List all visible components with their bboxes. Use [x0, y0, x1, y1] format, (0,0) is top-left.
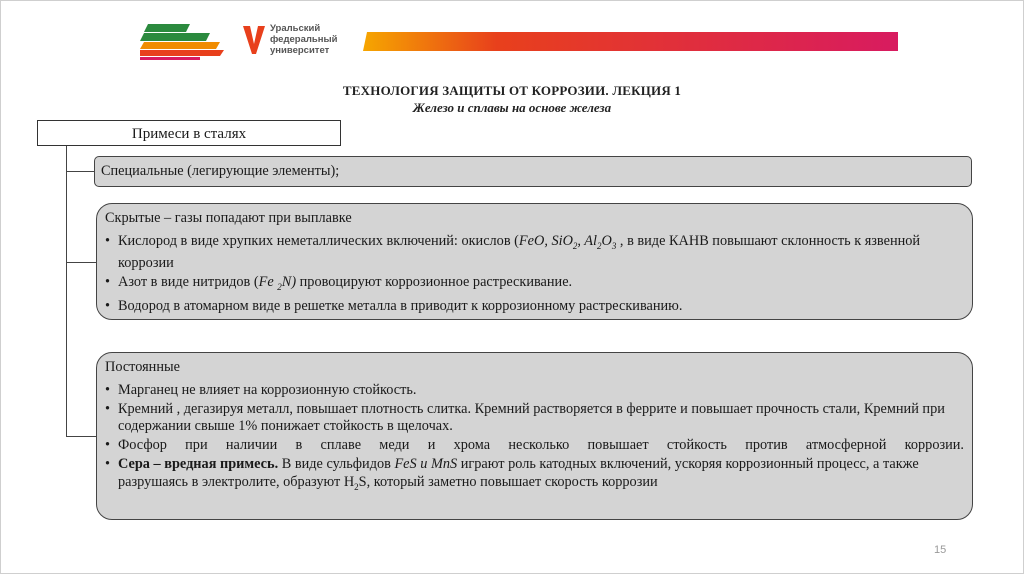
list-item-hydrogen: • Водород в атомарном виде в решетке металла в приводит к коррозионному растрескиванию. [105, 298, 964, 316]
node-special-elements [94, 156, 972, 187]
node-hidden-impurities [96, 203, 973, 320]
list-item-silicon: • Кремний , дегазируя металл, повышает плотность слитка. Кремний растворяется в феррите и повышает прочность стали, Кремний при содержании свыше 1% понижает стойкость в щелочах. [105, 401, 964, 436]
constant-list [105, 382, 964, 496]
list-item-oxygen: • Кислород в виде хрупких неметаллических включений: окислов (FeO, SiO$_2$, $Al_2O_3$ , в виде КАНВ повышают склонность к язвенной коррозии [105, 233, 964, 273]
urfu-stripes-logo [140, 24, 230, 60]
hidden-list [105, 233, 964, 316]
page-number: 15 [934, 544, 947, 556]
urfu-u-icon [240, 24, 268, 58]
tree-connector-special [66, 171, 96, 172]
root-node-impurities: Примеси в сталях [37, 120, 341, 146]
page-subtitle: Железо и сплавы на основе железа [412, 100, 612, 115]
constant-heading: Постоянные [105, 359, 180, 375]
list-item-phosphorus: • Фосфор при наличии в сплаве меди и хрома несколько повышает стойкость против атмосферной коррозии. [105, 437, 964, 455]
tree-connector-constant [66, 436, 96, 437]
list-item-sulfur: • Сера – вредная примесь. В виде сульфидов FeS и MnS играют роль катодных включений, ускоряя коррозионный процесс, а также разрушаясь в электролите, образуют $H_2S$, который заметно повышает скорость коррозии [105, 456, 964, 496]
list-item-nitrogen: • Азот в виде нитридов (Fe $_2$N) провоцируют коррозионное растрескивание. [105, 274, 964, 296]
page-title: ТЕХНОЛОГИЯ ЗАЩИТЫ ОТ КОРРОЗИИ. ЛЕКЦИЯ 1 [342, 83, 682, 98]
university-name: Уральский федеральный университет [270, 23, 338, 56]
hidden-heading: Скрытые – газы попадают при выплавке [105, 210, 352, 226]
special-text: Специальные (легирующие элементы); [101, 163, 340, 179]
list-item-manganese: • Марганец не влияет на коррозионную стойкость. [105, 382, 964, 400]
tree-connector-vertical [66, 146, 67, 436]
tree-connector-hidden [66, 262, 96, 263]
brand-gradient-bar [363, 32, 898, 51]
node-constant-impurities [96, 352, 973, 520]
